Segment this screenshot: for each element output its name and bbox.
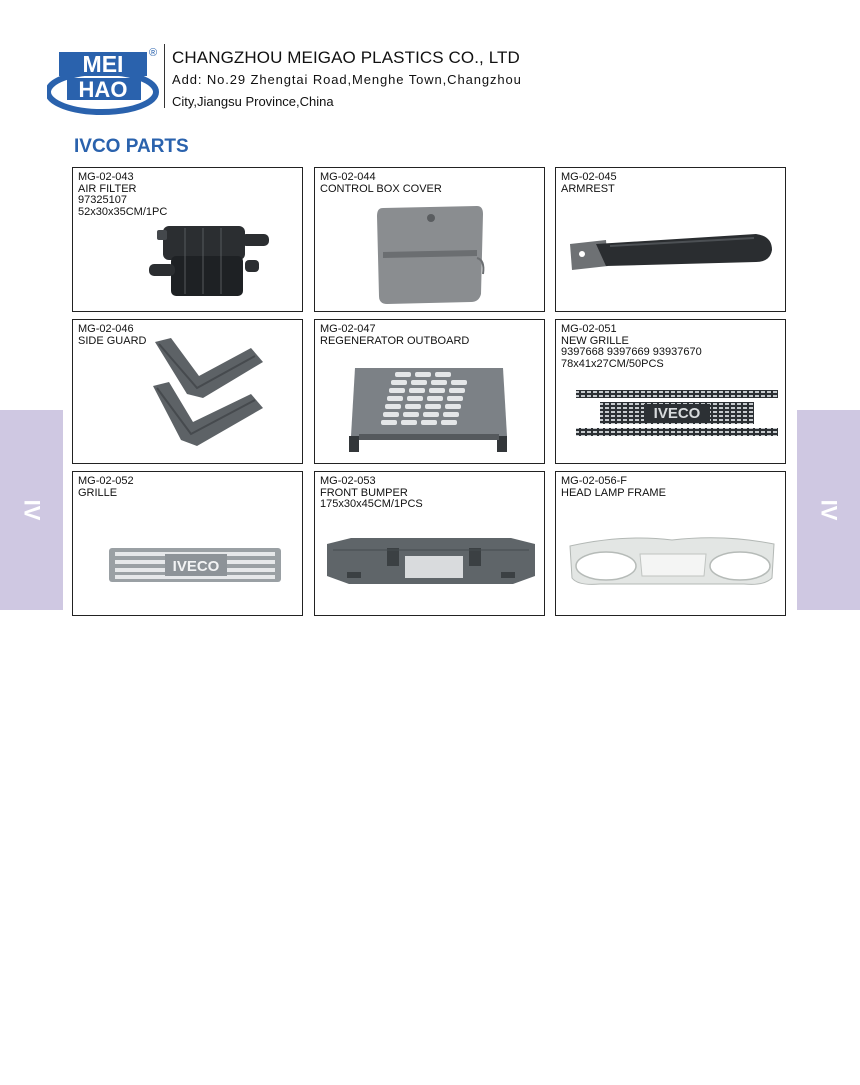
product-code: MG-02-052: [78, 475, 134, 487]
product-info: [78, 324, 146, 347]
product-info: [78, 476, 134, 499]
grille-image: [107, 546, 283, 584]
iveco-badge: IVECO: [172, 558, 220, 575]
product-name: GRILLE: [78, 486, 118, 499]
product-code: MG-02-056-F: [561, 475, 628, 487]
product-card-head-lamp-frame: [555, 471, 786, 616]
product-card-control-box-cover: [314, 167, 545, 312]
new-grille-image: [574, 386, 780, 442]
product-name: NEW GRILLE: [561, 334, 629, 347]
product-card-armrest: [555, 167, 786, 312]
address-line-2: City,Jiangsu Province,China: [172, 94, 334, 109]
product-name: SIDE GUARD: [78, 334, 147, 347]
section-title: IVCO PARTS: [74, 136, 189, 157]
product-spec: 78x41x27CM/50PCS: [561, 357, 664, 370]
side-tab-left: [0, 410, 63, 610]
logo-text-bottom: HAO: [78, 77, 128, 102]
side-tab-right: [797, 410, 860, 610]
control-box-cover-image: [373, 204, 491, 308]
product-card-side-guard: [72, 319, 303, 464]
product-info: [561, 476, 666, 499]
product-card-grille: [72, 471, 303, 616]
product-code: MG-02-046: [78, 323, 134, 335]
product-name: REGENERATOR OUTBOARD: [320, 334, 470, 347]
product-info: [320, 324, 469, 347]
logo-text-top: MEI: [82, 51, 124, 77]
product-spec: 175x30x45CM/1PCS: [320, 498, 423, 510]
product-name: ARMREST: [561, 182, 615, 195]
air-filter-image: [145, 220, 275, 302]
side-tab-label: IV: [19, 499, 45, 521]
product-code: MG-02-044: [320, 171, 376, 183]
company-logo: [47, 40, 163, 116]
product-name: AIR FILTER: [78, 182, 137, 195]
product-info: [320, 476, 423, 511]
product-code: MG-02-053: [320, 475, 376, 487]
product-spec: 52x30x35CM/1PC: [78, 205, 168, 218]
product-card-front-bumper: [314, 471, 545, 616]
product-card-air-filter: [72, 167, 303, 312]
side-tab-label: IV: [816, 499, 842, 521]
product-name: HEAD LAMP FRAME: [561, 486, 666, 499]
header-divider: [164, 44, 165, 108]
company-name: CHANGZHOU MEIGAO PLASTICS CO., LTD: [172, 48, 520, 67]
product-spec: 97325107: [78, 194, 127, 206]
product-info: [561, 172, 617, 195]
iveco-badge: IVECO: [653, 405, 701, 422]
product-code: MG-02-051: [561, 323, 617, 335]
product-code: MG-02-045: [561, 171, 617, 183]
product-spec: 9397668 9397669 93937670: [561, 346, 702, 358]
product-info: [561, 324, 702, 370]
product-card-new-grille: [555, 319, 786, 464]
product-info: [78, 172, 167, 218]
registered-mark: ®: [148, 47, 158, 59]
address-line-1: Add: No.29 Zhengtai Road,Menghe Town,Changzhou: [172, 72, 522, 87]
product-code: MG-02-047: [320, 323, 376, 335]
product-card-regenerator-outboard: [314, 319, 545, 464]
head-lamp-frame-image: [564, 532, 780, 592]
product-name: FRONT BUMPER: [320, 486, 408, 499]
armrest-image: [566, 230, 776, 274]
product-code: MG-02-043: [78, 171, 134, 183]
side-guard-image: [151, 336, 267, 460]
regenerator-outboard-image: [343, 364, 513, 456]
front-bumper-image: [323, 534, 539, 590]
product-info: [320, 172, 442, 195]
product-name: CONTROL BOX COVER: [320, 182, 442, 195]
